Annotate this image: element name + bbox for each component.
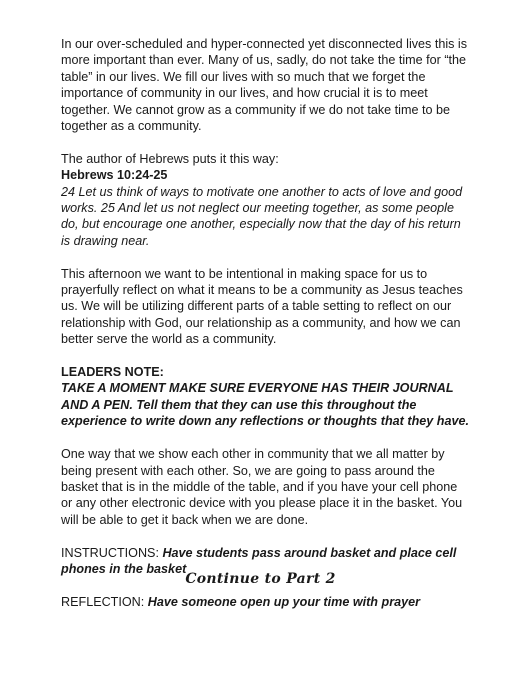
instructions-label: INSTRUCTIONS: [61,545,163,560]
reflection-label: REFLECTION: [61,594,148,609]
intro-paragraph: In our over-scheduled and hyper-connected yet disconnected lives this is more important than ever. Many of us, sadly, do not take the time for “the table” in our lives. We fill our lives with so much that we forget the importance of community in our lives, and how crucial it is to meet together. We cannot grow as a community if we do not take time to be together as a community. [61,37,468,134]
scripture-lead: The author of Hebrews puts it this way: [61,151,279,166]
scripture-text: 24 Let us think of ways to motivate one another to acts of love and good works. 25 And let us not neglect our meeting together, as some people do, but encourage one another, especially now that the day of his return is drawing near. [61,184,463,248]
instructions-text: Have students pass around basket and place cell phones in the basket [61,545,457,576]
purpose-paragraph: This afternoon we want to be intentional in making space for us to prayerfully reflect on what it means to be a community as Jesus teaches us. We will be utilizing different parts of a table setting to reflect on our relationship with God, our relationship as a community, and how we can better serve the world as a community. [61,266,463,347]
leaders-note-text: TAKE A MOMENT MAKE SURE EVERYONE HAS THEIR JOURNAL AND A PEN. Tell them that they can use this throughout the experience to write down any reflections or thoughts that they have. [61,381,469,429]
scripture-reference: Hebrews 10:24-25 [61,168,168,183]
continue-to-part-2: Continue to Part 2 [185,571,336,587]
reflection-text: Have someone open up your time with prayer [147,594,421,609]
reflection-line [61,594,471,610]
basket-paragraph: One way that we show each other in community that we all matter by being present with each other. So, we are going to pass around the basket that is in the middle of the table, and if you have your cell phone or any other electronic device with you please place it in the basket. You will be able to get it back when we are done. [61,447,463,527]
leaders-note-heading: LEADERS NOTE: [61,365,164,380]
document-body [61,36,471,610]
